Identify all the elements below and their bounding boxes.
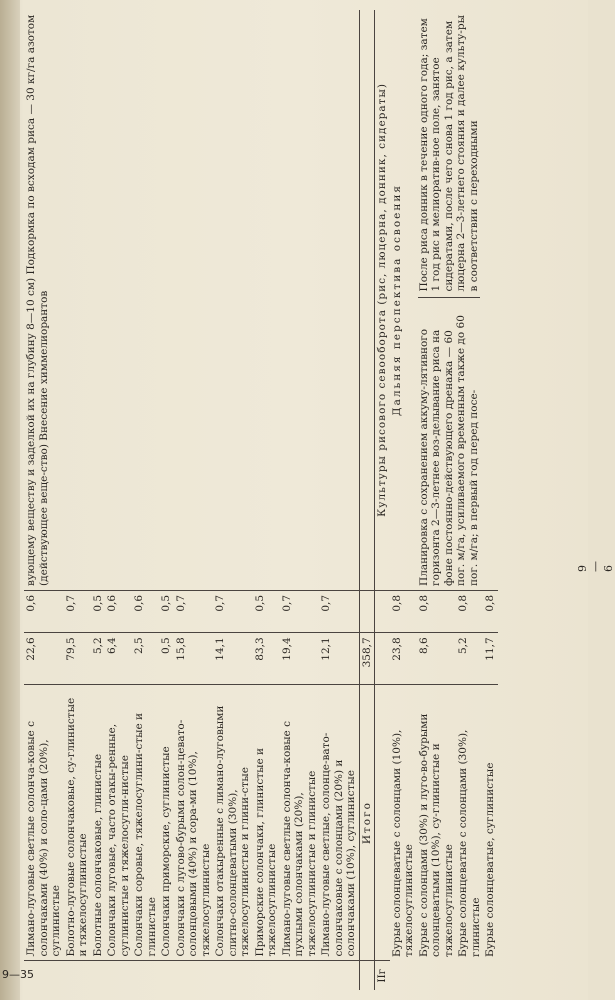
perspective-title: Дальняя перспектива освоения [390, 10, 417, 590]
area-cell: 8,6 [417, 633, 457, 684]
soil-cell: Лимано-луговые светлые, солонце-вато-солончаковые с солонцами (20%) и солончаками (10%), суглинистые [319, 684, 359, 961]
perspective-right-text: После риса донник в течение одного года; затем 1 год рис и мелиоратив-ное поле, занятое сидератами, после чего снова 1 год рис, а затем люцерна 2—3-летнего стояния и далее культу-ры в соответствии с переходными [418, 14, 481, 298]
area-cell: 14,1 [213, 633, 253, 684]
soil-cell: Лимано-луговые светлые солонча-ковые с пухлыми солончаками (20%), тяжелосуглинистые и глинистые [280, 684, 320, 961]
soil-reclamation-table [24, 10, 498, 990]
soil-cell: Бурые солонцеватые с солонцами (30%), глинистые [457, 729, 482, 957]
soil-cell: Лимано-луговые светлые солонча-ковые с солончаками (40%) и соло-цами (20%), суглинистые [24, 684, 64, 961]
area-cell: 2,5 [132, 633, 159, 684]
dose-cell: 0,8 [390, 590, 417, 632]
dose-cell: 0,7 [213, 590, 253, 632]
table-row [417, 10, 457, 990]
page-side-label: 9—6 [576, 561, 615, 572]
soil-cell: Солончаки соровые, тяжелосуглини-стые и глинистые [132, 684, 159, 961]
dose-cell: 0,8 [483, 590, 498, 632]
dose-cell: 0,6 [105, 590, 132, 632]
culture-title: Культуры рисового севооборота (рис, люцерна, донник, сидераты) [375, 10, 390, 590]
soil-cell: Бурые с солонцами (30%) и луго-во-бурыми солонцеватыми (10%), су-глинистые и тяжелосуглинистые [417, 713, 455, 957]
soil-cell: Солончаки с лугово-бурыми солон-цевато-солонцовыми (40%) и сора-ми (10%), тяжелосуглинистые [174, 684, 214, 961]
page-corner-label: 9—35 [2, 968, 34, 981]
soil-cell: Бурые солонцеватые с солонцами (10%), тяжелосуглинистые [390, 729, 415, 957]
dose-cell: 0,5 [91, 590, 106, 632]
table-row [24, 10, 64, 990]
area-cell: 79,5 [64, 633, 91, 684]
dose-cell: 0,7 [280, 590, 320, 632]
area-cell: 5,2 [456, 633, 483, 684]
work-cell: вующему веществу и заделкой их на глубину 8—10 см) Подкормка по всходам риса — 30 кг/га азотом (действующее веще-ство) Внесение химмелиорантов [24, 10, 359, 590]
dose-cell: 0,7 [174, 590, 214, 632]
dose-cell: 0,6 [24, 590, 64, 632]
soil-cell: Болотные солончаковые, глинистые [91, 684, 106, 961]
table-row [390, 10, 417, 990]
dose-cell: 0,5 [159, 590, 174, 632]
area-cell: 0,5 [159, 633, 174, 684]
soil-cell: Солончаки приморские, суглинистые [159, 684, 174, 961]
zone-cell: IIг [375, 961, 498, 990]
dose-cell: 0,8 [417, 590, 457, 632]
soil-cell: Приморские солончаки, глинистые и тяжелосуглинистые [253, 684, 280, 961]
area-cell: 11,7 [483, 633, 498, 684]
dose-cell: 0,8 [456, 590, 483, 632]
soil-cell: Бурые солонцеватые, суглинистые [484, 762, 496, 957]
total-label: Итого [359, 684, 375, 961]
area-cell: 6,4 [105, 633, 132, 684]
area-cell: 15,8 [174, 633, 214, 684]
area-cell: 5,2 [91, 633, 106, 684]
dose-cell: 0,6 [132, 590, 159, 632]
total-row [359, 10, 375, 990]
perspective-cell [417, 10, 498, 590]
area-cell: 12,1 [319, 633, 359, 684]
soil-cell: Солончаки луговые, часто отакы-ренные, суглинистые и тяжелосугли-нистые [105, 684, 132, 961]
soil-cell: Болотно-луговые солончаковые, су-глинистые и тяжелосуглинистые [64, 684, 91, 961]
dose-cell: 0,7 [319, 590, 359, 632]
total-area: 358,7 [359, 633, 375, 684]
area-cell: 83,3 [253, 633, 280, 684]
area-cell: 23,8 [390, 633, 417, 684]
dose-cell: 0,7 [64, 590, 91, 632]
area-cell: 22,6 [24, 633, 64, 684]
dose-cell: 0,5 [253, 590, 280, 632]
book-gutter [0, 0, 20, 1000]
soil-cell: Солончаки отакыренные с лимано-луговыми слитно-солонцеватыми (30%), тяжелосуглинистые и глини-стые [213, 684, 253, 961]
rotated-table-wrapper [24, 10, 584, 990]
perspective-left-text: Планировка с сохранением аккуму-лятивного горизонта 2—3-летнее воз-делывание риса на фоне постоянно-действующего дренажа — 60 пог. м/га, усиливаемого временным также до 60 пог. м/га; в первый год перед посе- [417, 315, 480, 586]
area-cell: 19,4 [280, 633, 320, 684]
table-row [375, 10, 390, 990]
